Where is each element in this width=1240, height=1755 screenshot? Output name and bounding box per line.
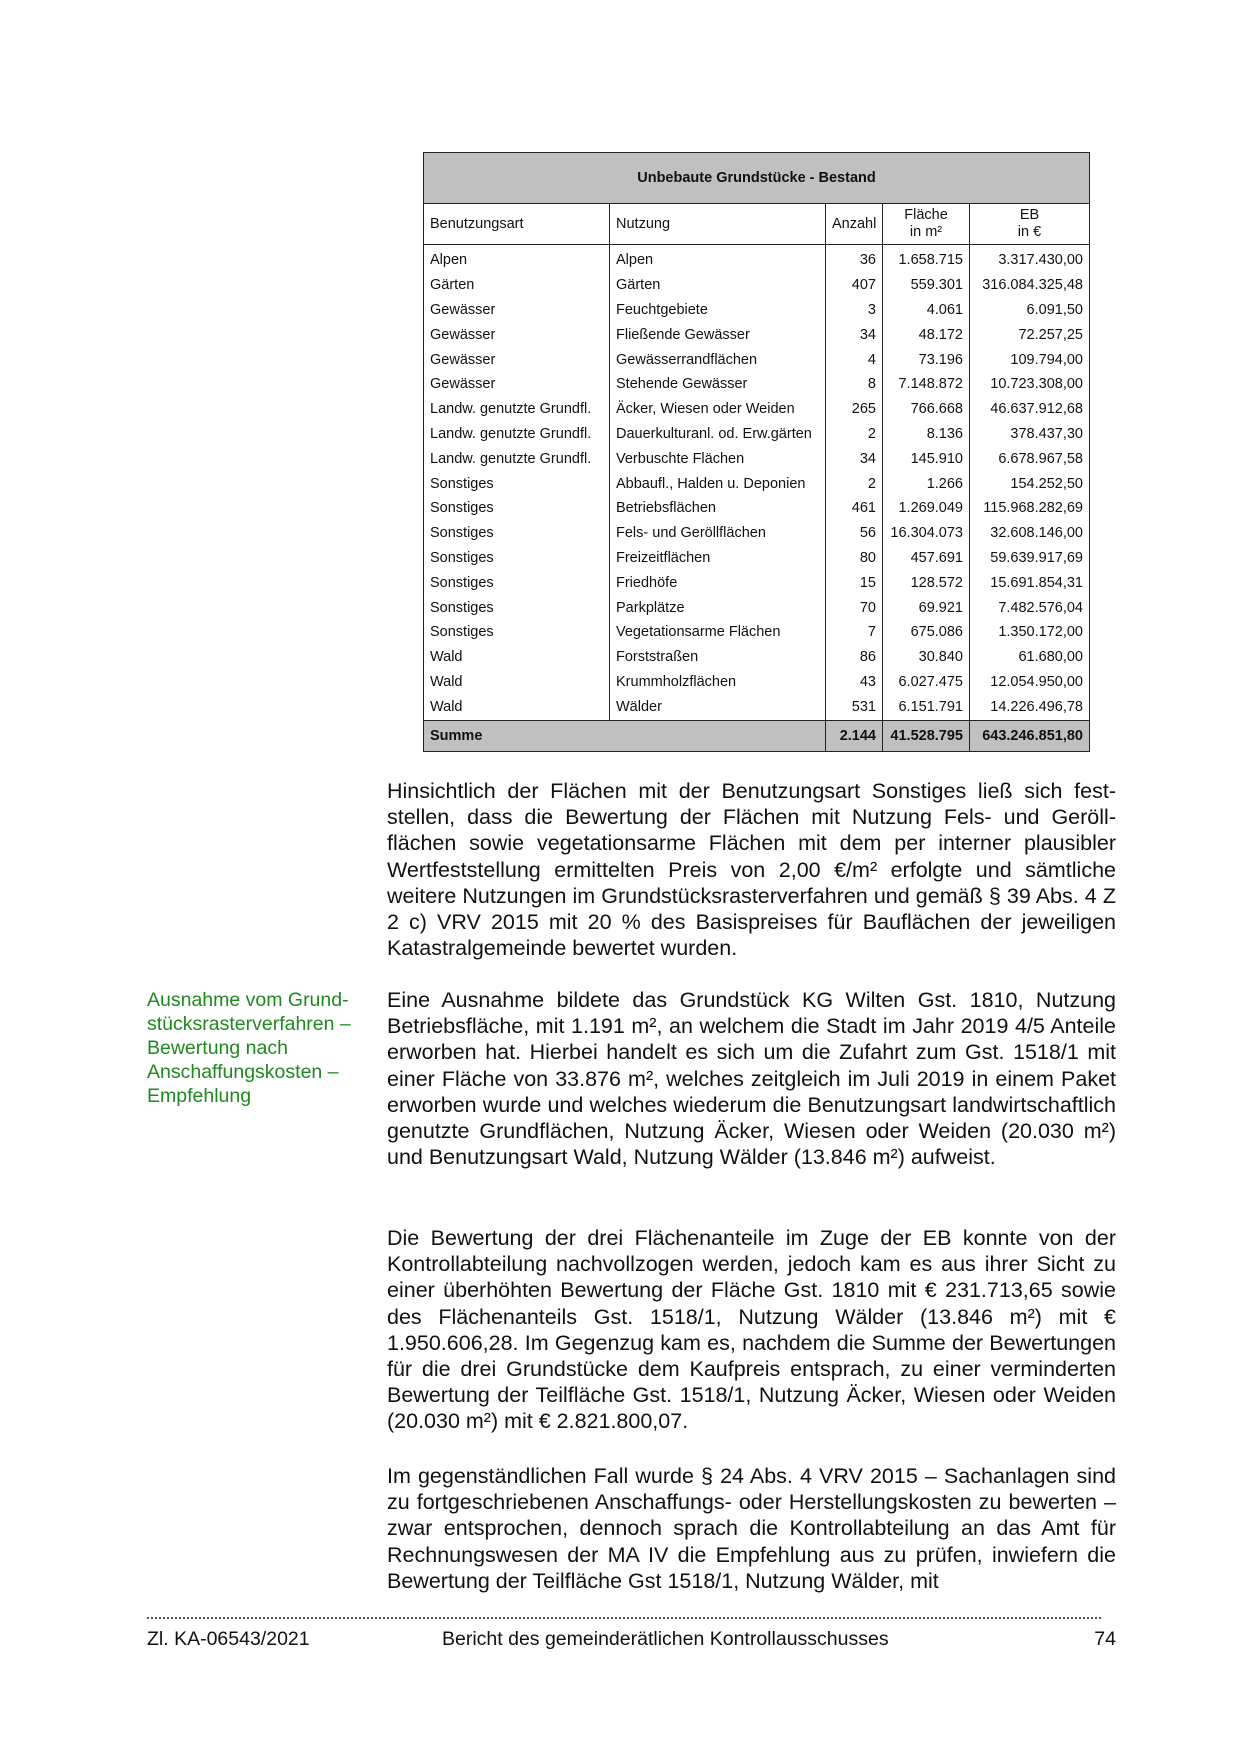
cell-nutzung: Friedhöfe [610,570,826,595]
paragraph-text: Hinsichtlich der Flächen mit der Benutzungsart Sonstiges ließ sich feststellen, dass die Bewertung der Flächen mit Nutzung Fels- und Geröllflächen sowie vegetationsarme Flächen mit dem per interner plausibler Wertfeststellung ermittelten Preis von 2,00 €/m² erfolgte und sämtliche weitere Nutzungen im Grundstücksrasterverfahren und gemäß § 39 Abs. 4 Z 2 c) VRV 2015 mit 20 % des Basispreises für Bauflächen der jeweiligen Katastralgemeinde bewertet wurden. [387,779,1116,961]
cell-nutzung: Abbaufl., Halden u. Deponien [610,471,826,496]
cell-benutzungsart: Sonstiges [424,521,610,546]
cell-eb: 59.639.917,69 [970,546,1090,571]
table-row [424,496,1090,521]
margin-note-heading: Ausnahme vom Grundstücksrasterverfahren – Bewertung nach Anschaffungskosten – Empfehlung [147,989,351,1107]
cell-benutzungsart: Wald [424,645,610,670]
cell-benutzungsart: Landw. genutzte Grundfl. [424,422,610,447]
cell-nutzung: Vegetationsarme Flächen [610,620,826,645]
cell-anzahl: 34 [826,446,883,471]
table-title: Unbebaute Grundstücke - Bestand [424,153,1090,204]
cell-eb: 10.723.308,00 [970,372,1090,397]
cell-benutzungsart: Wald [424,694,610,721]
cell-anzahl: 7 [826,620,883,645]
footer-title: Bericht des gemeinderätlichen Kontrollausschusses [442,1628,889,1650]
col-header-benutzungsart: Benutzungsart [424,204,610,245]
cell-eb: 12.054.950,00 [970,670,1090,695]
cell-benutzungsart: Gewässer [424,322,610,347]
cell-anzahl: 4 [826,347,883,372]
paragraph-ausnahme [387,987,1116,1170]
cell-eb: 316.084.325,48 [970,273,1090,298]
cell-nutzung: Stehende Gewässer [610,372,826,397]
cell-eb: 61.680,00 [970,645,1090,670]
cell-anzahl: 36 [826,248,883,273]
cell-flaeche: 559.301 [883,273,970,298]
cell-anzahl: 8 [826,372,883,397]
cell-nutzung: Verbuschte Flächen [610,446,826,471]
cell-flaeche: 1.658.715 [883,248,970,273]
table-body [424,245,1090,752]
cell-eb: 115.968.282,69 [970,496,1090,521]
cell-nutzung: Gewässerrandflächen [610,347,826,372]
cell-benutzungsart: Wald [424,670,610,695]
cell-eb: 378.437,30 [970,422,1090,447]
sum-row [424,721,1090,752]
cell-eb: 3.317.430,00 [970,248,1090,273]
table-row [424,521,1090,546]
cell-flaeche: 73.196 [883,347,970,372]
cell-benutzungsart: Sonstiges [424,496,610,521]
footer-reference: Zl. KA-06543/2021 [147,1628,310,1650]
col-header-flaeche-line2: in m² [909,224,943,240]
cell-nutzung: Äcker, Wiesen oder Weiden [610,397,826,422]
table-row [424,273,1090,298]
data-table [423,152,1090,752]
cell-anzahl: 265 [826,397,883,422]
cell-benutzungsart: Sonstiges [424,546,610,571]
cell-benutzungsart: Sonstiges [424,620,610,645]
cell-anzahl: 407 [826,273,883,298]
cell-flaeche: 766.668 [883,397,970,422]
paragraph-text: Im gegenständlichen Fall wurde § 24 Abs. 4 VRV 2015 – Sachanlagen sind zu fortgeschriebenen Anschaffungs- oder Herstellungskosten zu bewerten – zwar entsprochen, dennoch sprach die Kontrollabteilung an das Amt für Rechnungswesen der MA IV die Empfehlung aus zu prüfen, inwiefern die Bewertung der Teilfläche Gst 1518/1, Nutzung Wälder, mit [387,1464,1116,1593]
col-header-eb-line2: in € [1017,224,1042,240]
cell-nutzung: Forststraßen [610,645,826,670]
sum-flaeche: 41.528.795 [883,721,970,752]
sum-label: Summe [424,721,826,752]
cell-anzahl: 43 [826,670,883,695]
cell-benutzungsart: Sonstiges [424,570,610,595]
cell-eb: 154.252,50 [970,471,1090,496]
cell-benutzungsart: Gewässer [424,372,610,397]
table-row [424,670,1090,695]
cell-flaeche: 1.269.049 [883,496,970,521]
table-row [424,546,1090,571]
cell-flaeche: 30.840 [883,645,970,670]
cell-flaeche: 16.304.073 [883,521,970,546]
paragraph-text: Die Bewertung der drei Flächenanteile im Zuge der EB konnte von der Kontrollabteilung nachvollzogen werden, jedoch kam es aus ihrer Sicht zu einer überhöhten Bewertung der Fläche Gst. 1810 mit € 231.713,65 sowie des Flächenanteils Gst. 1518/1, Nutzung Wälder (13.846 m²) mit € 1.950.606,28. Im Gegenzug kam es, nachdem die Summe der Bewertungen für die drei Grundstücke dem Kaufpreis entsprach, zu einer verminderten Bewertung der Teilfläche Gst. 1518/1, Nutzung Äcker, Wiesen oder Weiden (20.030 m²) mit € 2.821.800,07. [387,1226,1116,1434]
cell-nutzung: Freizeitflächen [610,546,826,571]
cell-benutzungsart: Sonstiges [424,471,610,496]
cell-flaeche: 6.151.791 [883,694,970,721]
cell-nutzung: Alpen [610,248,826,273]
col-header-flaeche-line1: Fläche [904,207,948,223]
cell-eb: 6.678.967,58 [970,446,1090,471]
cell-flaeche: 48.172 [883,322,970,347]
paragraph-bewertung [387,1225,1116,1435]
cell-eb: 7.482.576,04 [970,595,1090,620]
table-row [424,322,1090,347]
cell-anzahl: 2 [826,471,883,496]
cell-benutzungsart: Gewässer [424,347,610,372]
cell-flaeche: 128.572 [883,570,970,595]
cell-anzahl: 2 [826,422,883,447]
cell-anzahl: 34 [826,322,883,347]
cell-eb: 32.608.146,00 [970,521,1090,546]
col-header-eb [970,204,1090,245]
cell-nutzung: Parkplätze [610,595,826,620]
paragraph-sonstiges [387,778,1116,961]
sum-eb: 643.246.851,80 [970,721,1090,752]
cell-benutzungsart: Gewässer [424,298,610,323]
table-row [424,595,1090,620]
cell-flaeche: 7.148.872 [883,372,970,397]
sum-anzahl: 2.144 [826,721,883,752]
col-header-flaeche [883,204,970,245]
cell-flaeche: 675.086 [883,620,970,645]
cell-eb: 109.794,00 [970,347,1090,372]
cell-flaeche: 8.136 [883,422,970,447]
cell-flaeche: 69.921 [883,595,970,620]
footer-dotted-rule [147,1617,1101,1619]
cell-nutzung: Gärten [610,273,826,298]
cell-benutzungsart: Landw. genutzte Grundfl. [424,397,610,422]
page-number: 74 [1094,1628,1116,1650]
cell-anzahl: 70 [826,595,883,620]
cell-nutzung: Betriebsflächen [610,496,826,521]
table-row [424,372,1090,397]
table-row [424,397,1090,422]
cell-eb: 6.091,50 [970,298,1090,323]
table-row [424,570,1090,595]
cell-eb: 14.226.496,78 [970,694,1090,721]
table-row [424,446,1090,471]
cell-anzahl: 56 [826,521,883,546]
cell-anzahl: 86 [826,645,883,670]
cell-benutzungsart: Alpen [424,248,610,273]
table-row [424,298,1090,323]
cell-nutzung: Dauerkulturanl. od. Erw.gärten [610,422,826,447]
cell-anzahl: 461 [826,496,883,521]
cell-nutzung: Fließende Gewässer [610,322,826,347]
cell-anzahl: 80 [826,546,883,571]
cell-flaeche: 145.910 [883,446,970,471]
cell-nutzung: Feuchtgebiete [610,298,826,323]
table-row [424,620,1090,645]
cell-anzahl: 15 [826,570,883,595]
paragraph-empfehlung [387,1463,1116,1594]
cell-anzahl: 531 [826,694,883,721]
table-row [424,347,1090,372]
cell-eb: 15.691.854,31 [970,570,1090,595]
col-header-eb-line1: EB [1019,207,1040,223]
table-row [424,471,1090,496]
cell-nutzung: Krummholzflächen [610,670,826,695]
cell-nutzung: Wälder [610,694,826,721]
cell-anzahl: 3 [826,298,883,323]
table-row [424,422,1090,447]
unbebaute-grundstuecke-table [423,152,1089,752]
cell-benutzungsart: Gärten [424,273,610,298]
cell-flaeche: 457.691 [883,546,970,571]
col-header-nutzung: Nutzung [610,204,826,245]
table-row [424,645,1090,670]
cell-eb: 1.350.172,00 [970,620,1090,645]
table-row [424,248,1090,273]
table-row [424,694,1090,721]
cell-nutzung: Fels- und Geröllflächen [610,521,826,546]
cell-eb: 72.257,25 [970,322,1090,347]
col-header-anzahl: Anzahl [826,204,883,245]
cell-benutzungsart: Landw. genutzte Grundfl. [424,446,610,471]
cell-flaeche: 4.061 [883,298,970,323]
cell-eb: 46.637.912,68 [970,397,1090,422]
cell-flaeche: 6.027.475 [883,670,970,695]
cell-benutzungsart: Sonstiges [424,595,610,620]
cell-flaeche: 1.266 [883,471,970,496]
paragraph-text: Eine Ausnahme bildete das Grundstück KG Wilten Gst. 1810, Nutzung Betriebsfläche, mit 1.191 m², an welchem die Stadt im Jahr 2019 4/5 Anteile erworben hat. Hierbei handelt es sich um die Zufahrt zum Gst. 1518/1 mit einer Fläche von 33.876 m², welches zeitgleich im Juli 2019 in einem Paket erworben wurde und welches wiederum die Benutzungsart landwirtschaftlich genutzte Grundflächen, Nutzung Äcker, Wiesen oder Weiden (20.030 m²) und Benutzungsart Wald, Nutzung Wälder (13.846 m²) aufweist. [387,988,1116,1170]
